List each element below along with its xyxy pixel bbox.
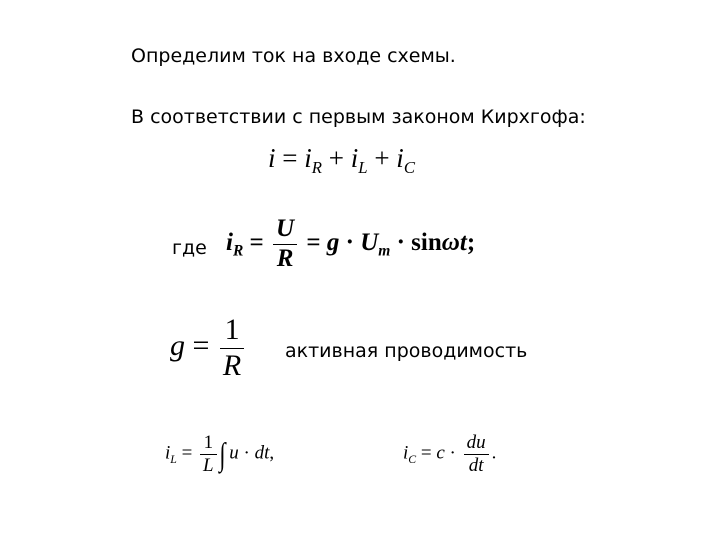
integral-sign: ∫ xyxy=(218,435,226,472)
where-label: где xyxy=(172,237,207,259)
intro-line: Определим ток на входе схемы. xyxy=(131,45,456,67)
ohm-formula: $i_R$ = $\frac{U}{R}$ = $g \cdot U_m \cdot \sin\omega t$; xyxy=(226,215,476,272)
inductor-fraction: $\frac{1}{L}$ xyxy=(200,432,217,477)
conductance-label: активная проводимость xyxy=(285,340,528,362)
capacitor-current-formula: $i_C = c$ · $\frac{du}{dt}$ . xyxy=(403,432,497,476)
capacitor-fraction: $\frac{du}{dt}$ xyxy=(464,432,489,477)
conductance-formula: g = $\frac{1}{R}$ xyxy=(170,313,247,383)
kcl-formula: $i = i_R + i_L + i_C$ xyxy=(268,143,415,177)
inductor-current-formula: $i_L$ = $\frac{1}{L}$ ∫ u · dt, xyxy=(165,432,275,476)
ohm-fraction: $\frac{U}{R}$ xyxy=(273,215,297,274)
conductance-fraction: $\frac{1}{R}$ xyxy=(220,313,244,383)
kirchhoff-line: В соответствии с первым законом Кирхгофа: xyxy=(131,106,586,128)
